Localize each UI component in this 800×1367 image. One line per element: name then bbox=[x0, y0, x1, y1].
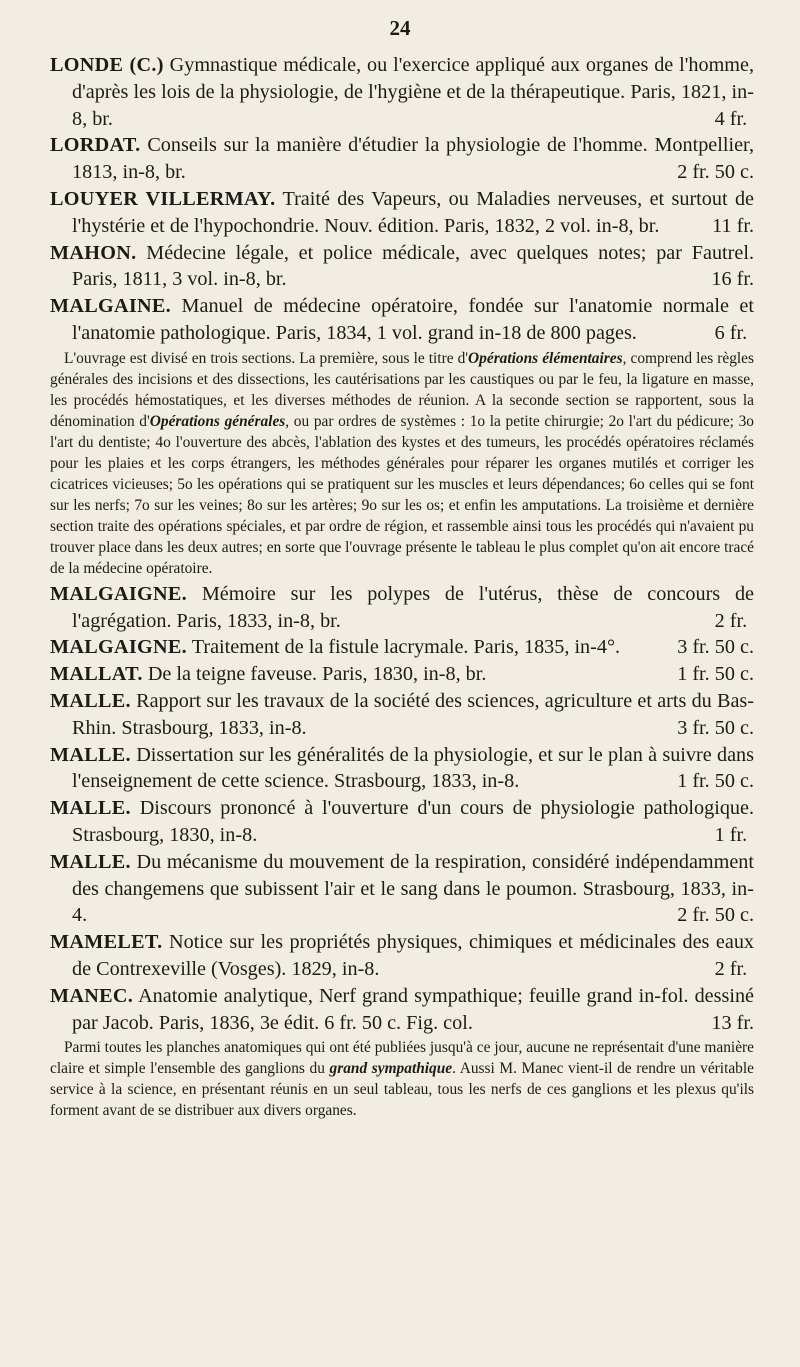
entry-price: 1 fr. 50 c. bbox=[677, 770, 754, 793]
entry-price: 1 fr. bbox=[714, 823, 748, 846]
entry-price: 13 fr. bbox=[711, 1011, 754, 1034]
entry-title: Mémoire sur les polypes de l'utérus, thèse de concours de l'agrégation. Paris, 1833, in-8, br. bbox=[72, 582, 754, 632]
entry-title: Rapport sur les travaux de la société des sciences, agriculture et arts du Bas-Rhin. Strasbourg, 1833, in-8. bbox=[72, 689, 754, 739]
entry-author: MALLE. bbox=[50, 850, 131, 873]
entry-author: MALGAIGNE. bbox=[50, 582, 188, 605]
entry-author: MALGAINE. bbox=[50, 295, 172, 318]
catalog-entry-malle-rapport bbox=[50, 688, 754, 742]
entry-author: MALLE. bbox=[50, 797, 131, 820]
entry-note-manec bbox=[50, 1037, 754, 1121]
entry-title: Médecine légale, et police médicale, avec quelques notes; par Fautrel. Paris, 1811, 3 vol. in-8, br. bbox=[72, 241, 754, 291]
catalog-entry-londe bbox=[50, 52, 754, 132]
entry-price: 3 fr. 50 c. bbox=[677, 636, 754, 659]
note-text: , comprend les règles générales des incisions et des dissections, les cautérisations par les caustiques ou par le feu, la ligature en masse, les procédés hémostatiques, et les diverses méthodes de réunion. A la seconde section se rapportent, sous la dénomination d' bbox=[50, 349, 754, 430]
catalog-entry-louyer-villermay bbox=[50, 186, 754, 240]
catalog-entry-malle-dissertation bbox=[50, 742, 754, 796]
catalog-entry-malgaigne-polypes bbox=[50, 581, 754, 635]
catalog-entry-mamelet bbox=[50, 929, 754, 983]
entry-author: MALLAT. bbox=[50, 663, 143, 686]
entry-author: MALLE. bbox=[50, 689, 131, 712]
entry-price: 2 fr. 50 c. bbox=[677, 904, 754, 927]
catalog-entry-malgaigne-fistule bbox=[50, 634, 754, 661]
entry-author: MANEC. bbox=[50, 984, 134, 1007]
page-number: 24 bbox=[389, 16, 411, 40]
note-text: Parmi toutes les planches anatomiques qui ont été publiées jusqu'à ce jour, aucune ne représentait d'une manière claire et simple l'ensemble des ganglions du bbox=[50, 1039, 754, 1078]
note-term: Opérations générales bbox=[149, 412, 286, 430]
entry-title: Anatomie analytique, Nerf grand sympathique; feuille grand in-fol. dessiné par Jacob. Paris, 1836, 3e édit. 6 fr. 50 c. Fig. col. bbox=[72, 984, 754, 1034]
entry-author: MAHON. bbox=[50, 241, 137, 264]
catalog-entry-malle-discours bbox=[50, 795, 754, 849]
entry-price: 11 fr. bbox=[712, 214, 754, 237]
entry-author: MALGAIGNE. bbox=[50, 636, 188, 659]
catalog-entry-manec bbox=[50, 983, 754, 1037]
entry-author: MALLE. bbox=[50, 743, 131, 766]
entry-price: 4 fr. bbox=[714, 107, 748, 130]
entry-author: LOUYER VILLERMAY. bbox=[50, 187, 276, 210]
entry-title: Notice sur les propriétés physiques, chimiques et médicinales des eaux de Contrexeville (Vosges). 1829, in-8. bbox=[72, 931, 755, 980]
entry-author: LORDAT. bbox=[50, 134, 141, 157]
note-text: , ou par ordres de systèmes : 1o la petite chirurgie; 2o l'art du pédicure; 3o l'art du dentiste; 4o l'ouverture des abcès, l'ablation des kystes et des tumeurs, les procédés opératoires réclamés pour les plaies et les corps étrangers, les méthodes générales pour réparer les organes mutilés et corriger les cicatrices vicieuses; 5o les opérations qui se pratiquent sur les muscles et leurs dépendances; 6o celles qui se font sur les nerfs; 7o sur les veines; 8o sur les artères; 9o sur les os; et enfin les amputations. La troisième et dernière section traite des opérations spéciales, et par ordre de région, et rassemble ainsi tous les procédés qui n'avaient pu trouver place dans les deux autres; en sorte que l'ouvrage présente le tableau le plus complet qu'on ait encore tracé de la médecine opératoire. bbox=[50, 412, 755, 577]
entry-price: 2 fr. 50 c. bbox=[677, 161, 754, 184]
catalog-entries bbox=[50, 52, 754, 1123]
entry-price: 2 fr. bbox=[714, 957, 748, 980]
entry-title: De la teigne faveuse. Paris, 1830, in-8, br. bbox=[147, 663, 487, 686]
catalog-entry-lordat bbox=[50, 132, 754, 186]
catalog-entry-mallat bbox=[50, 661, 754, 688]
entry-title: Traité des Vapeurs, ou Maladies nerveuses, et surtout de l'hystérie et de l'hypochondrie. Nouv. édition. Paris, 1832, 2 vol. in-8, br. bbox=[72, 187, 755, 237]
note-text: L'ouvrage est divisé en trois sections. La première, sous le titre d' bbox=[64, 349, 469, 367]
entry-title: Du mécanisme du mouvement de la respiration, considéré indépendamment des changemens que subissent l'air et le sang dans le poumon. Strasbourg, 1833, in-4. bbox=[72, 850, 754, 927]
entry-author: LONDE (C.) bbox=[50, 54, 164, 76]
entry-title: Conseils sur la manière d'étudier la physiologie de l'homme. Montpellier, 1813, in-8, br. bbox=[72, 134, 755, 184]
entry-title: Gymnastique médicale, ou l'exercice appliqué aux organes de l'homme, d'après les lois de la physiologie, de l'hygiène et de la thérapeutique. Paris, 1821, in-8, br. bbox=[72, 54, 755, 130]
entry-author: MAMELET. bbox=[50, 931, 163, 954]
catalog-entry-mahon bbox=[50, 240, 754, 294]
note-text: . Aussi M. Manec vient-il de rendre un véritable service à la science, en présentant réunis en un seul tableau, tous les nerfs de ces ganglions et les plexus qu'ils forment avant de se distribuer aux divers organes. bbox=[50, 1060, 754, 1120]
entry-title: Traitement de la fistule lacrymale. Paris, 1835, in-4°. bbox=[191, 636, 621, 659]
note-term: Opérations élémentaires bbox=[468, 349, 623, 367]
entry-title: Manuel de médecine opératoire, fondée sur l'anatomie normale et l'anatomie pathologique. Paris, 1834, 1 vol. grand in-18 de 800 pages. bbox=[72, 295, 754, 344]
entry-title: Discours prononcé à l'ouverture d'un cours de physiologie pathologique. Strasbourg, 1830, in-8. bbox=[72, 797, 755, 846]
entry-price: 2 fr. bbox=[714, 609, 748, 632]
entry-price: 6 fr. bbox=[714, 321, 748, 344]
note-term: grand sympathique bbox=[329, 1060, 453, 1078]
entry-price: 3 fr. 50 c. bbox=[677, 716, 754, 739]
entry-price: 16 fr. bbox=[711, 268, 754, 291]
catalog-entry-malle-mecanisme bbox=[50, 849, 754, 929]
entry-note-malgaine bbox=[50, 348, 754, 579]
entry-title: Dissertation sur les généralités de la physiologie, et sur le plan à suivre dans l'enseignement de cette science. Strasbourg, 1833, in-8. bbox=[72, 743, 755, 793]
entry-price: 1 fr. 50 c. bbox=[677, 663, 754, 686]
catalog-entry-malgaine bbox=[50, 293, 754, 347]
